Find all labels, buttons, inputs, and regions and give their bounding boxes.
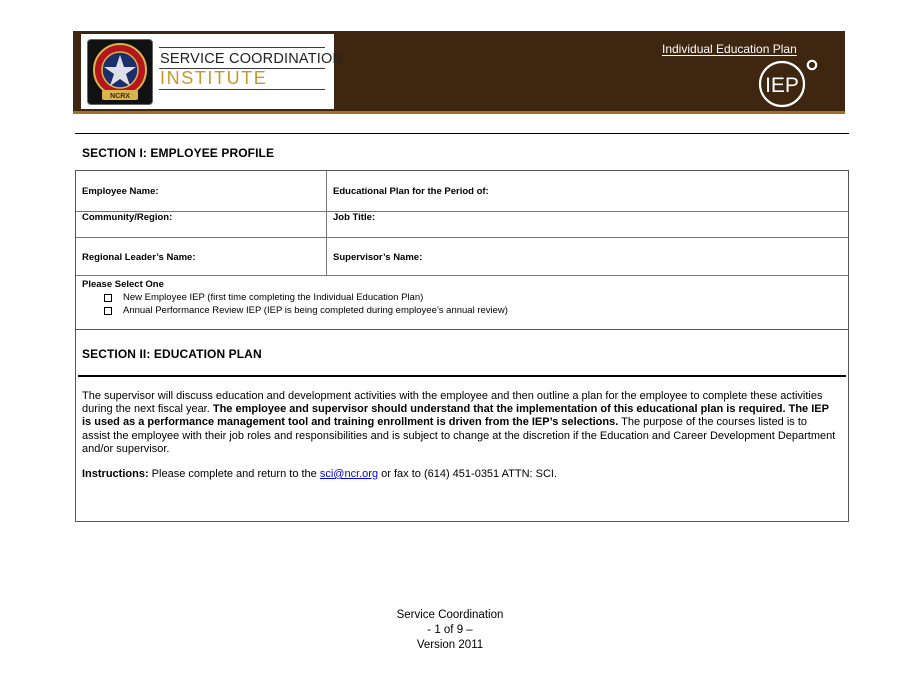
section-2-underline xyxy=(78,375,846,377)
iep-type-prompt: Please Select One xyxy=(82,279,164,290)
header-accent-rule xyxy=(73,111,845,114)
institute-seal-logo xyxy=(87,39,153,105)
page-divider-top xyxy=(75,133,849,134)
svg-text:IEP: IEP xyxy=(765,74,799,97)
community-region-field[interactable]: Community/Region: xyxy=(82,212,173,223)
option-annual-review[interactable] xyxy=(104,305,508,316)
table-row-divider xyxy=(76,211,848,212)
education-plan-description xyxy=(82,390,838,456)
option-label: New Employee IEP (first time completing the Individual Education Plan) xyxy=(123,292,424,303)
employee-name-field[interactable]: Employee Name: xyxy=(82,186,159,197)
regional-leader-field[interactable]: Regional Leader’s Name: xyxy=(82,252,196,263)
option-label: Annual Performance Review IEP (IEP is being completed during employee’s annual review) xyxy=(123,305,508,316)
section-2-heading: SECTION II: EDUCATION PLAN xyxy=(82,347,262,361)
new-employee-checkbox[interactable] xyxy=(104,294,112,302)
job-title-field[interactable]: Job Title: xyxy=(333,212,376,223)
footer-org: Service Coordination xyxy=(396,609,504,621)
instructions-line xyxy=(82,468,557,480)
logo-wordmark-line1: SERVICE COORDINATION xyxy=(160,51,344,67)
instructions-text: Please complete and return to the xyxy=(148,468,320,480)
svg-text:NCRX: NCRX xyxy=(110,93,130,100)
table-row-divider xyxy=(76,275,848,276)
email-link[interactable]: sci@ncr.org xyxy=(319,468,379,480)
footer-page-number: - 1 of 9 – xyxy=(427,624,473,636)
footer-version: Version 2011 xyxy=(416,639,484,651)
section-1-heading: SECTION I: EMPLOYEE PROFILE xyxy=(82,146,275,160)
table-row-divider xyxy=(76,237,848,238)
period-field[interactable]: Educational Plan for the Period of: xyxy=(333,186,489,197)
logo-divider-top xyxy=(159,47,325,48)
description-text-continued: The purpose of the courses listed is to assist the employee with their job roles and responsibilities and is subject to change at the discretion if the Education and Career Development Department and/or supervisor. xyxy=(82,416,836,455)
instructions-label: Instructions: xyxy=(82,468,149,480)
description-text: The supervisor will discuss education and development activities with the employee and then outline a plan for the employee to complete these activities during the next fiscal year. xyxy=(82,390,823,416)
table-column-divider xyxy=(326,171,327,275)
document-title: Individual Education Plan xyxy=(662,42,797,56)
fax-text: or fax to (614) 451-0351 ATTN: SCI. xyxy=(378,468,558,480)
iep-badge-icon xyxy=(757,58,819,110)
option-new-employee[interactable] xyxy=(104,292,423,303)
logo-wordmark-line2: INSTITUTE xyxy=(160,68,268,88)
supervisor-name-field[interactable]: Supervisor’s Name: xyxy=(333,252,423,263)
description-emphasis: The employee and supervisor should understand that the implementation of this educational plan is required. The IEP is used as a performance management tool and training enrollment is driven from the IEP’s selections. xyxy=(82,403,829,429)
annual-review-checkbox[interactable] xyxy=(104,307,112,315)
logo-divider-bottom xyxy=(159,89,325,90)
